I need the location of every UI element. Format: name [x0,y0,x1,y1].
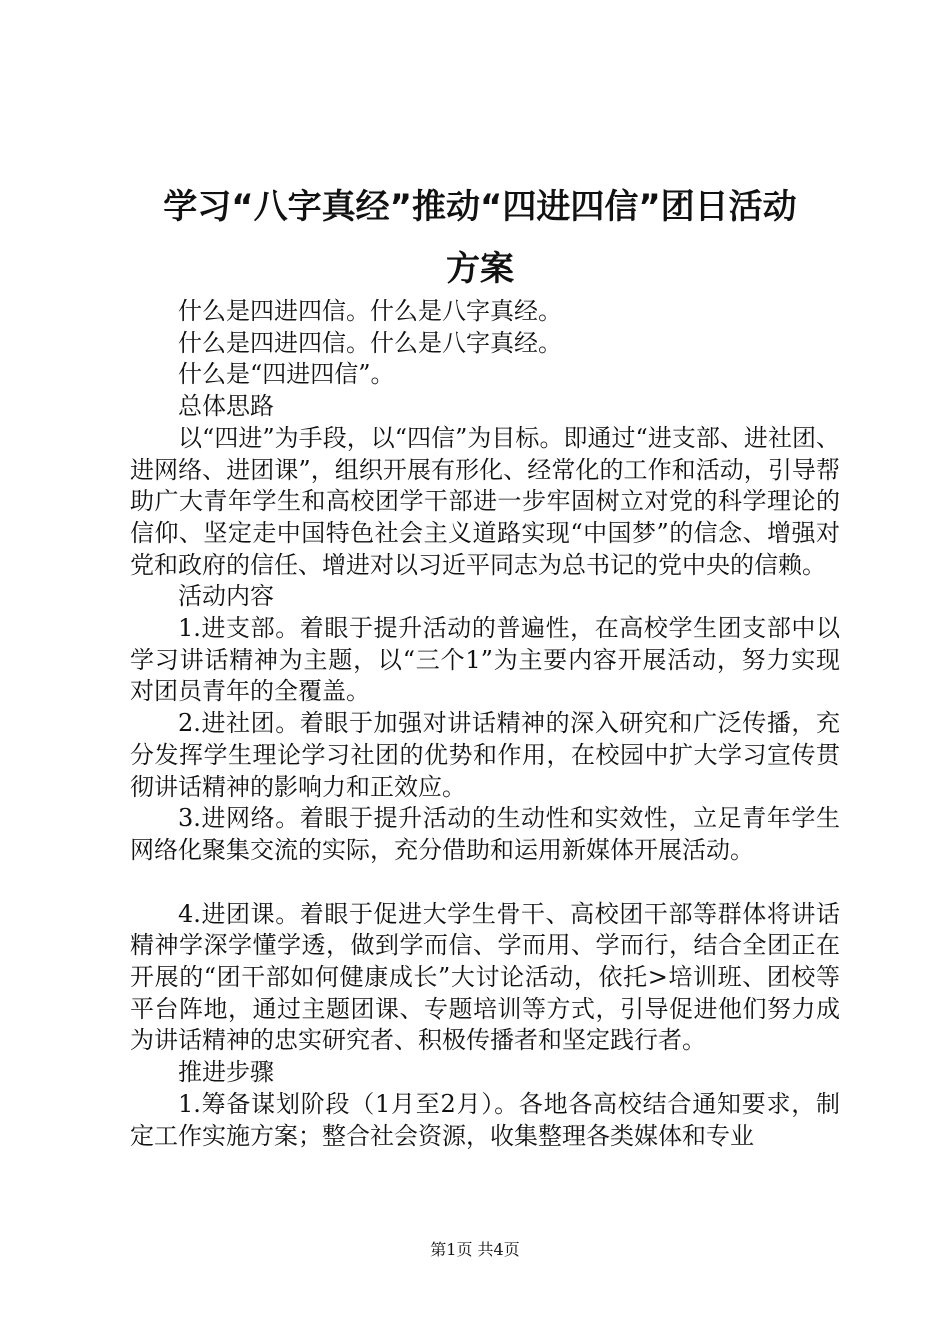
document-body [130,296,840,1152]
paragraph-question-1: 什么是四进四信。什么是八字真经。 [178,297,562,325]
paragraph-overall-idea: 以“四进”为手段，以“四信”为目标。即通过“进支部、进社团、进网络、进团课”，组织开展有形化、经常化的工作和活动，引导帮助广大青年学生和高校团学干部进一步牢固树立对党的科学理论的信仰、坚定走中国特色社会主义道路实现“中国梦”的信念、增强对党和政府的信任、增进对以习近平同志为总书记的党中央的信赖。 [130,423,840,579]
section-heading-overall-idea: 总体思路 [178,392,274,421]
paragraph-question-2: 什么是四进四信。什么是八字真经。 [178,328,562,357]
section-heading-steps: 推进步骤 [178,1058,274,1087]
paragraph-step-1: 1.筹备谋划阶段（1月至2月）。各地各高校结合通知要求，制定工作实施方案；整合社会资源，收集整理各类媒体和专业 [130,1089,840,1150]
paragraph-question-3: 什么是“四进四信”。 [178,360,395,389]
page-number-footer: 第1页 共4页 [430,1240,520,1259]
paragraph-item-club: 2.进社团。着眼于加强对讲话精神的深入研究和广泛传播，充分发挥学生理论学习社团的优势和作用，在校园中扩大学习宣传贯彻讲话精神的影响力和正效应。 [130,709,840,801]
document-title-line-2: 方案 [446,249,514,289]
paragraph-item-lecture: 4.进团课。着眼于促进大学生骨干、高校团干部等群体将讲话精神学深学懂学透，做到学而信、学而用、学而行，结合全团正在开展的“团干部如何健康成长”大讨论活动，依托>培训班、团校等平台阵地，通过主题团课、专题培训等方式，引导促进他们努力成为讲话精神的忠实研究者、积极传播者和坚定践行者。 [130,899,840,1055]
paragraph-item-branch: 1.进支部。着眼于提升活动的普遍性，在高校学生团支部中以学习讲话精神为主题，以“三个1”为主要内容开展活动，努力实现对团员青年的全覆盖。 [130,614,840,706]
paragraph-item-network: 3.进网络。着眼于提升活动的生动性和实效性，立足青年学生网络化聚集交流的实际，充分借助和运用新媒体开展活动。 [130,804,840,864]
document-title-line-1: 学习“八字真经”推动“四进四信”团日活动 [163,187,797,227]
section-heading-activity-content: 活动内容 [178,582,274,611]
